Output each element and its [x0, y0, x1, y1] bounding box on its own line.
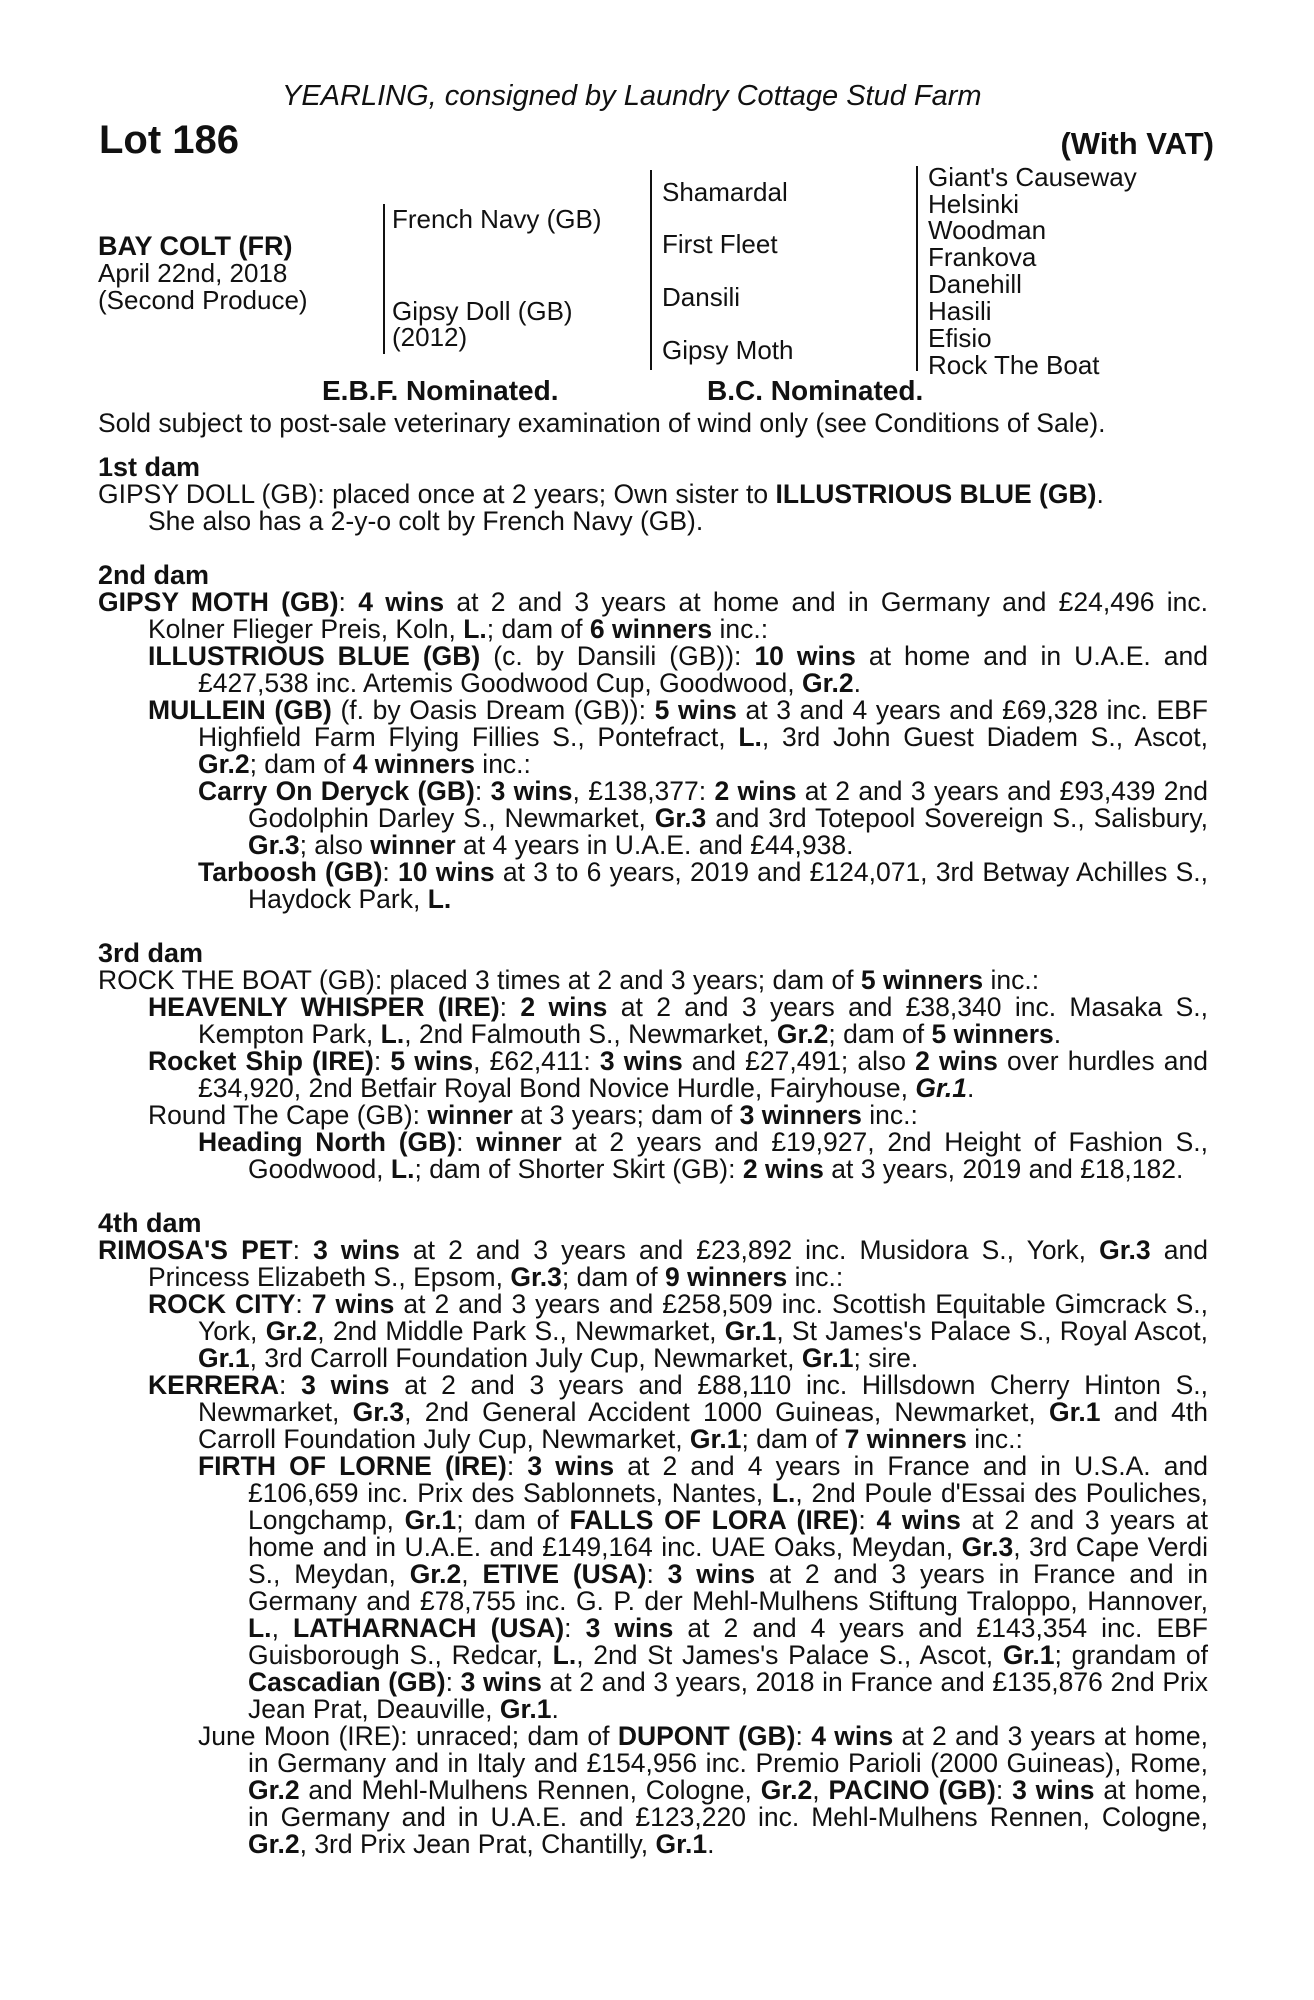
dam1-text: GIPSY DOLL (GB): placed once at 2 years; Own sister to ILLUSTRIOUS BLUE (GB). She also has a 2-y-o colt by French Navy (GB).: [98, 479, 1104, 536]
bc-nomination: B.C. Nominated.: [707, 375, 924, 406]
granddam-2: Gipsy Moth: [662, 335, 794, 365]
ancestor-7: Efisio: [928, 323, 992, 353]
ebf-nomination: E.B.F. Nominated.: [322, 375, 559, 406]
dam2-heading: 2nd dam: [98, 560, 210, 590]
ancestor-1: Giant's Causeway: [928, 162, 1137, 192]
dam2-text: GIPSY MOTH (GB): 4 wins at 2 and 3 years at home and in Germany and £24,496 inc. Kolner Flieger Preis, Koln, L.; dam of 6 winners inc.:: [98, 587, 1208, 644]
dam2-produce-1: ILLUSTRIOUS BLUE (GB) (c. by Dansili (GB)): 10 wins at home and in U.A.E. and £427,538 inc. Artemis Goodwood Cup, Goodwood, Gr.2.: [148, 641, 1208, 698]
dam2-produce-2a: Carry On Deryck (GB): 3 wins, £138,377: 2 wins at 2 and 3 years and £93,439 2nd Godolphin Darley S., Newmarket, Gr.3 and 3rd Totepool Sovereign S., Salisbury, Gr.3; also winner at 4 years in U.A.E. and £44,938.: [198, 776, 1209, 860]
pedigree-bracket-1: [383, 204, 385, 354]
dam1-heading: 1st dam: [98, 452, 201, 482]
ancestor-2: Helsinki: [928, 189, 1020, 219]
dam2-produce-2b: Tarboosh (GB): 10 wins at 3 to 6 years, 2019 and £124,071, 3rd Betway Achilles S., Haydock Park, L.: [198, 857, 1208, 914]
horse-title: BAY COLT (FR): [98, 231, 293, 261]
dam4-text: RIMOSA'S PET: 3 wins at 2 and 3 years and £23,892 inc. Musidora S., York, Gr.3 and Princess Elizabeth S., Epsom, Gr.3; dam of 9 winners inc.:: [98, 1235, 1208, 1292]
dam3-text: ROCK THE BOAT (GB): placed 3 times at 2 and 3 years; dam of 5 winners inc.:: [98, 965, 1040, 995]
catalogue-body: [98, 454, 1208, 1858]
lot-number: Lot 186: [99, 118, 240, 162]
dam3-produce-2: Rocket Ship (IRE): 5 wins, £62,411: 3 wins and £27,491; also 2 wins over hurdles and £34,920, 2nd Betfair Royal Bond Novice Hurdle, Fairyhouse, Gr.1.: [148, 1046, 1208, 1103]
dam4-heading: 4th dam: [98, 1208, 202, 1238]
grandsire-1: Shamardal: [662, 177, 788, 207]
sold-note: Sold subject to post-sale veterinary examination of wind only (see Conditions of Sale).: [98, 408, 1106, 438]
dam3-produce-3: Round The Cape (GB): winner at 3 years; dam of 3 winners inc.:: [148, 1100, 918, 1130]
dam4-produce-2: KERRERA: 3 wins at 2 and 3 years and £88,110 inc. Hillsdown Cherry Hinton S., Newmarket, Gr.3, 2nd General Accident 1000 Guineas, Newmarket, Gr.1 and 4th Carroll Foundation July Cup, Newmarket, Gr.1; dam of 7 winners inc.:: [148, 1370, 1208, 1454]
dam4-produce-2a: FIRTH OF LORNE (IRE): 3 wins at 2 and 4 years in France and in U.S.A. and £106,659 inc. Prix des Sablonnets, Nantes, L., 2nd Poule d'Essai des Pouliches, Longchamp, Gr.1; dam of FALLS OF LORA (IRE): 4 wins at 2 and 3 years at home and in U.A.E. and £149,164 inc. UAE Oaks, Meydan, Gr.3, 3rd Cape Verdi S., Meydan, Gr.2, ETIVE (USA): 3 wins at 2 and 3 years in France and in Germany and £78,755 inc. G. P. der Mehl-Mulhens Stiftung Traloppo, Hannover, L., LATHARNACH (USA): 3 wins at 2 and 4 years and £143,354 inc. EBF Guisborough S., Redcar, L., 2nd St James's Palace S., Ascot, Gr.1; grandam of Cascadian (GB): 3 wins at 2 and 3 years, 2018 in France and £135,876 2nd Prix Jean Prat, Deauville, Gr.1.: [198, 1451, 1209, 1724]
granddam-1: First Fleet: [662, 229, 778, 259]
grandsire-2: Dansili: [662, 282, 741, 312]
dam-name: Gipsy Doll (GB): [392, 296, 573, 326]
dam3-produce-3a: Heading North (GB): winner at 2 years and £19,927, 2nd Height of Fashion S., Goodwood, L.; dam of Shorter Skirt (GB): 2 wins at 3 years, 2019 and £18,182.: [198, 1127, 1208, 1184]
horse-dob: April 22nd, 2018: [98, 258, 288, 288]
pedigree-bracket-3: [916, 166, 918, 371]
vat-note: (With VAT): [1060, 126, 1214, 161]
ancestor-6: Hasili: [928, 296, 992, 326]
dam3-heading: 3rd dam: [98, 938, 204, 968]
dam3-produce-1: HEAVENLY WHISPER (IRE): 2 wins at 2 and 3 years and £38,340 inc. Masaka S., Kempton Park, L., 2nd Falmouth S., Newmarket, Gr.2; dam of 5 winners.: [148, 992, 1208, 1049]
ancestor-3: Woodman: [928, 215, 1047, 245]
dam4-produce-1: ROCK CITY: 7 wins at 2 and 3 years and £258,509 inc. Scottish Equitable Gimcrack S., York, Gr.2, 2nd Middle Park S., Newmarket, Gr.1, St James's Palace S., Royal Ascot, Gr.1, 3rd Carroll Foundation July Cup, Newmarket, Gr.1; sire.: [148, 1289, 1208, 1373]
ancestor-5: Danehill: [928, 269, 1022, 299]
dam-year: (2012): [392, 322, 468, 352]
sire-name: French Navy (GB): [392, 204, 602, 234]
dam4-produce-2b: June Moon (IRE): unraced; dam of DUPONT (GB): 4 wins at 2 and 3 years at home, in Germany and in Italy and £154,956 inc. Premio Parioli (2000 Guineas), Rome, Gr.2 and Mehl-Mulhens Rennen, Cologne, Gr.2, PACINO (GB): 3 wins at home, in Germany and in U.A.E. and £123,220 inc. Mehl-Mulhens Rennen, Cologne, Gr.2, 3rd Prix Jean Prat, Chantilly, Gr.1.: [198, 1721, 1208, 1859]
pedigree-bracket-2: [650, 170, 652, 370]
ancestor-8: Rock The Boat: [928, 350, 1100, 380]
horse-produce: (Second Produce): [98, 285, 308, 315]
ancestor-4: Frankova: [928, 242, 1037, 272]
dam2-produce-2: MULLEIN (GB) (f. by Oasis Dream (GB)): 5 wins at 3 and 4 years and £69,328 inc. EBF Highfield Farm Flying Fillies S., Pontefract, L., 3rd John Guest Diadem S., Ascot, Gr.2; dam of 4 winners inc.:: [148, 695, 1208, 779]
consigned-line: YEARLING, consigned by Laundry Cottage Stud Farm: [282, 80, 982, 112]
